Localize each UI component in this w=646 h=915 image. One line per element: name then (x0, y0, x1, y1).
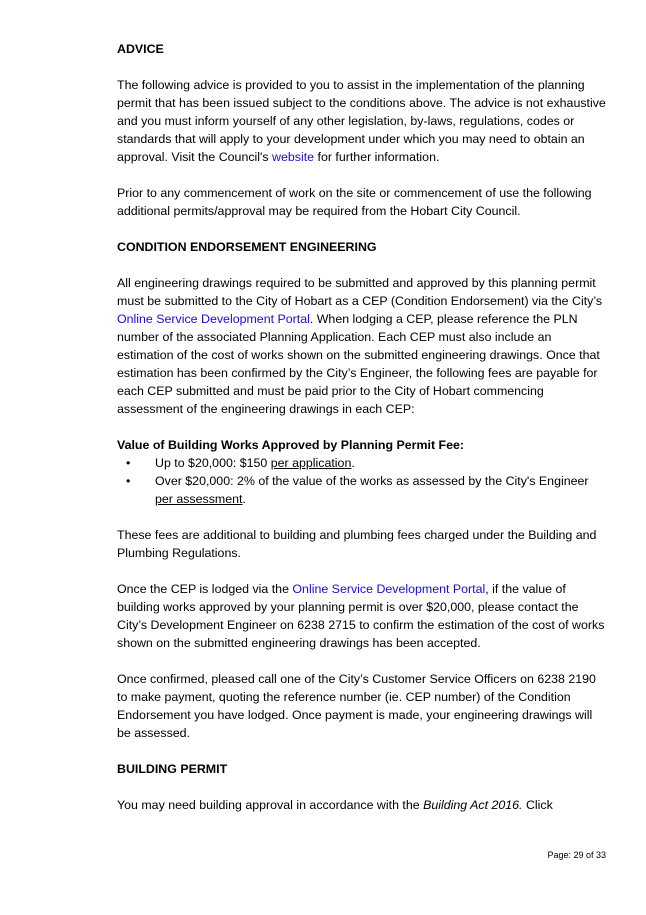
fee-list (117, 454, 607, 508)
advice-paragraph-1: The following advice is provided to you to assist in the implementation of the planning permit that has been issued subject to the conditions above. The advice is not exhaustive and you must inform yourself of any other legislation, by-laws, regulations, codes or standards that will apply to your development under which you may need to obtain an approval. Visit the Council's website for further information. (117, 78, 606, 164)
cee-paragraph-3: Once the CEP is lodged via the Online Service Development Portal, if the value of building works approved by your planning permit is over $20,000, please contact the City’s Development Engineer on 6238 2715 to confirm the estimation of the cost of works shown on the submitted engineering drawings has been accepted. (117, 582, 605, 650)
fee-heading: Value of Building Works Approved by Planning Permit Fee: (117, 438, 464, 452)
cee-paragraph-4: Once confirmed, pleased call one of the City’s Customer Service Officers on 6238 2190 to make payment, quoting the reference number (ie. CEP number) of the Condition Endorsement you have lodged. Once payment is made, your engineering drawings will be assessed. (117, 672, 596, 740)
bullet-icon: • (126, 456, 131, 470)
bullet-icon: • (126, 474, 131, 488)
cee-paragraph-1: All engineering drawings required to be submitted and approved by this planning permit must be submitted to the City of Hobart as a CEP (Condition Endorsement) via the City’s Online Service Development Portal. When lodging a CEP, please reference the PLN number of the associated Planning Application. Each CEP must also include an estimation of the cost of works shown on the submitted engineering drawings. Once that estimation has been confirmed by the City’s Engineer, the following fees are payable for each CEP submitted and must be paid prior to the City of Hobart commencing assessment of the engineering drawings in each CEP: (117, 276, 603, 416)
list-item: • Over $20,000: 2% of the value of the works as assessed by the City's Engineer per assessment. (126, 474, 589, 506)
online-portal-link[interactable]: Online Service Development Portal (117, 312, 310, 326)
list-item: • Up to $20,000: $150 per application. (126, 456, 355, 470)
building-paragraph-1: You may need building approval in accordance with the Building Act 2016. Click (117, 798, 553, 812)
condition-endorsement-heading: CONDITION ENDORSEMENT ENGINEERING (117, 240, 377, 254)
building-permit-heading: BUILDING PERMIT (117, 762, 228, 776)
online-portal-link[interactable]: Online Service Development Portal (292, 582, 486, 596)
website-link[interactable]: website (272, 150, 315, 164)
advice-heading: ADVICE (117, 42, 164, 56)
cee-paragraph-2: These fees are additional to building and plumbing fees charged under the Building and Plumbing Regulations. (117, 528, 597, 560)
page-number: Page: 29 of 33 (547, 850, 606, 860)
document-page (117, 40, 607, 814)
advice-paragraph-2: Prior to any commencement of work on the site or commencement of use the following additional permits/approval may be required from the Hobart City Council. (117, 186, 592, 218)
